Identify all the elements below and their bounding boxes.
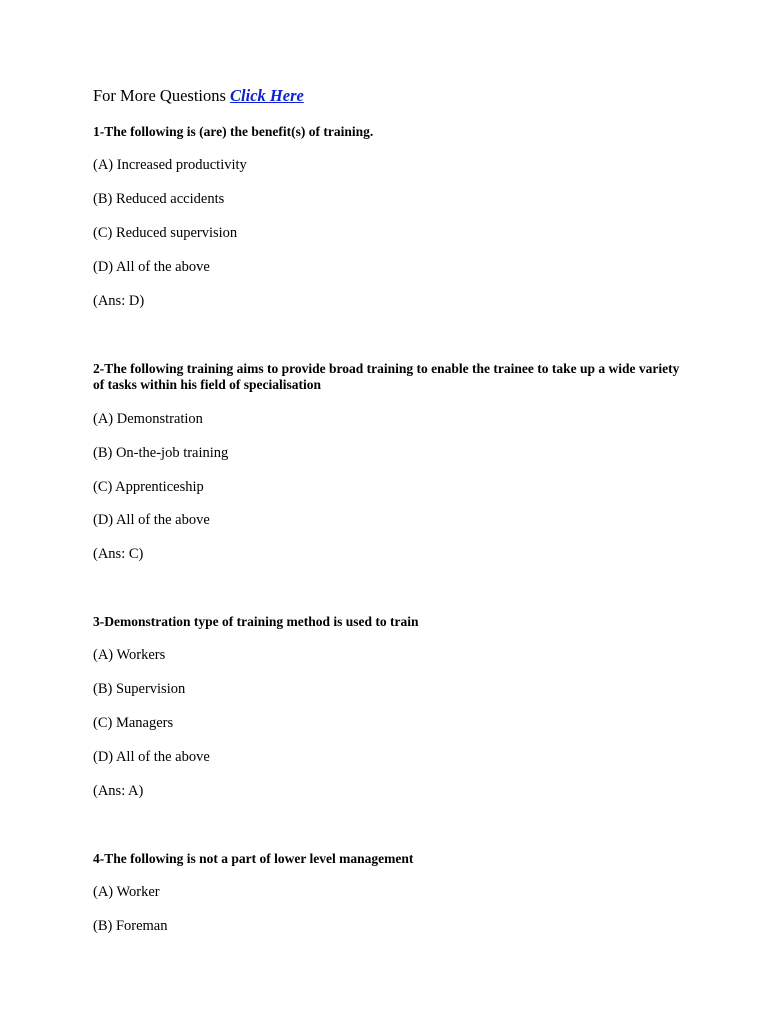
question-1-option-b: (B) Reduced accidents <box>93 191 225 207</box>
question-2-option-d: (D) All of the above <box>93 512 210 528</box>
click-here-link[interactable]: Click Here <box>230 86 304 105</box>
question-4-option-a: (A) Worker <box>93 884 160 900</box>
question-1: 1-The following is (are) the benefit(s) of training. <box>93 124 374 139</box>
question-4: 4-The following is not a part of lower level management <box>93 851 414 866</box>
header-prefix: For More Questions <box>93 86 231 105</box>
question-1-option-d: (D) All of the above <box>93 259 210 275</box>
question-2-answer: (Ans: C) <box>93 546 144 562</box>
question-2: 2-The following training aims to provide broad training to enable the trainee to take up a wide variety of tasks within his field of specialisation <box>93 361 680 392</box>
question-2-option-c: (C) Apprenticeship <box>93 479 204 495</box>
question-3-option-b: (B) Supervision <box>93 681 186 697</box>
question-1-option-a: (A) Increased productivity <box>93 157 247 173</box>
question-1-option-c: (C) Reduced supervision <box>93 225 238 241</box>
question-3: 3-Demonstration type of training method is used to train <box>93 614 419 629</box>
question-2-option-a: (A) Demonstration <box>93 411 203 427</box>
question-3-answer: (Ans: A) <box>93 783 144 799</box>
question-2-option-b: (B) On-the-job training <box>93 445 229 461</box>
question-3-option-c: (C) Managers <box>93 715 174 731</box>
question-4-option-b: (B) Foreman <box>93 918 168 934</box>
question-1-answer: (Ans: D) <box>93 293 145 309</box>
question-3-option-a: (A) Workers <box>93 647 166 663</box>
question-3-option-d: (D) All of the above <box>93 749 210 765</box>
header-line <box>93 86 304 106</box>
